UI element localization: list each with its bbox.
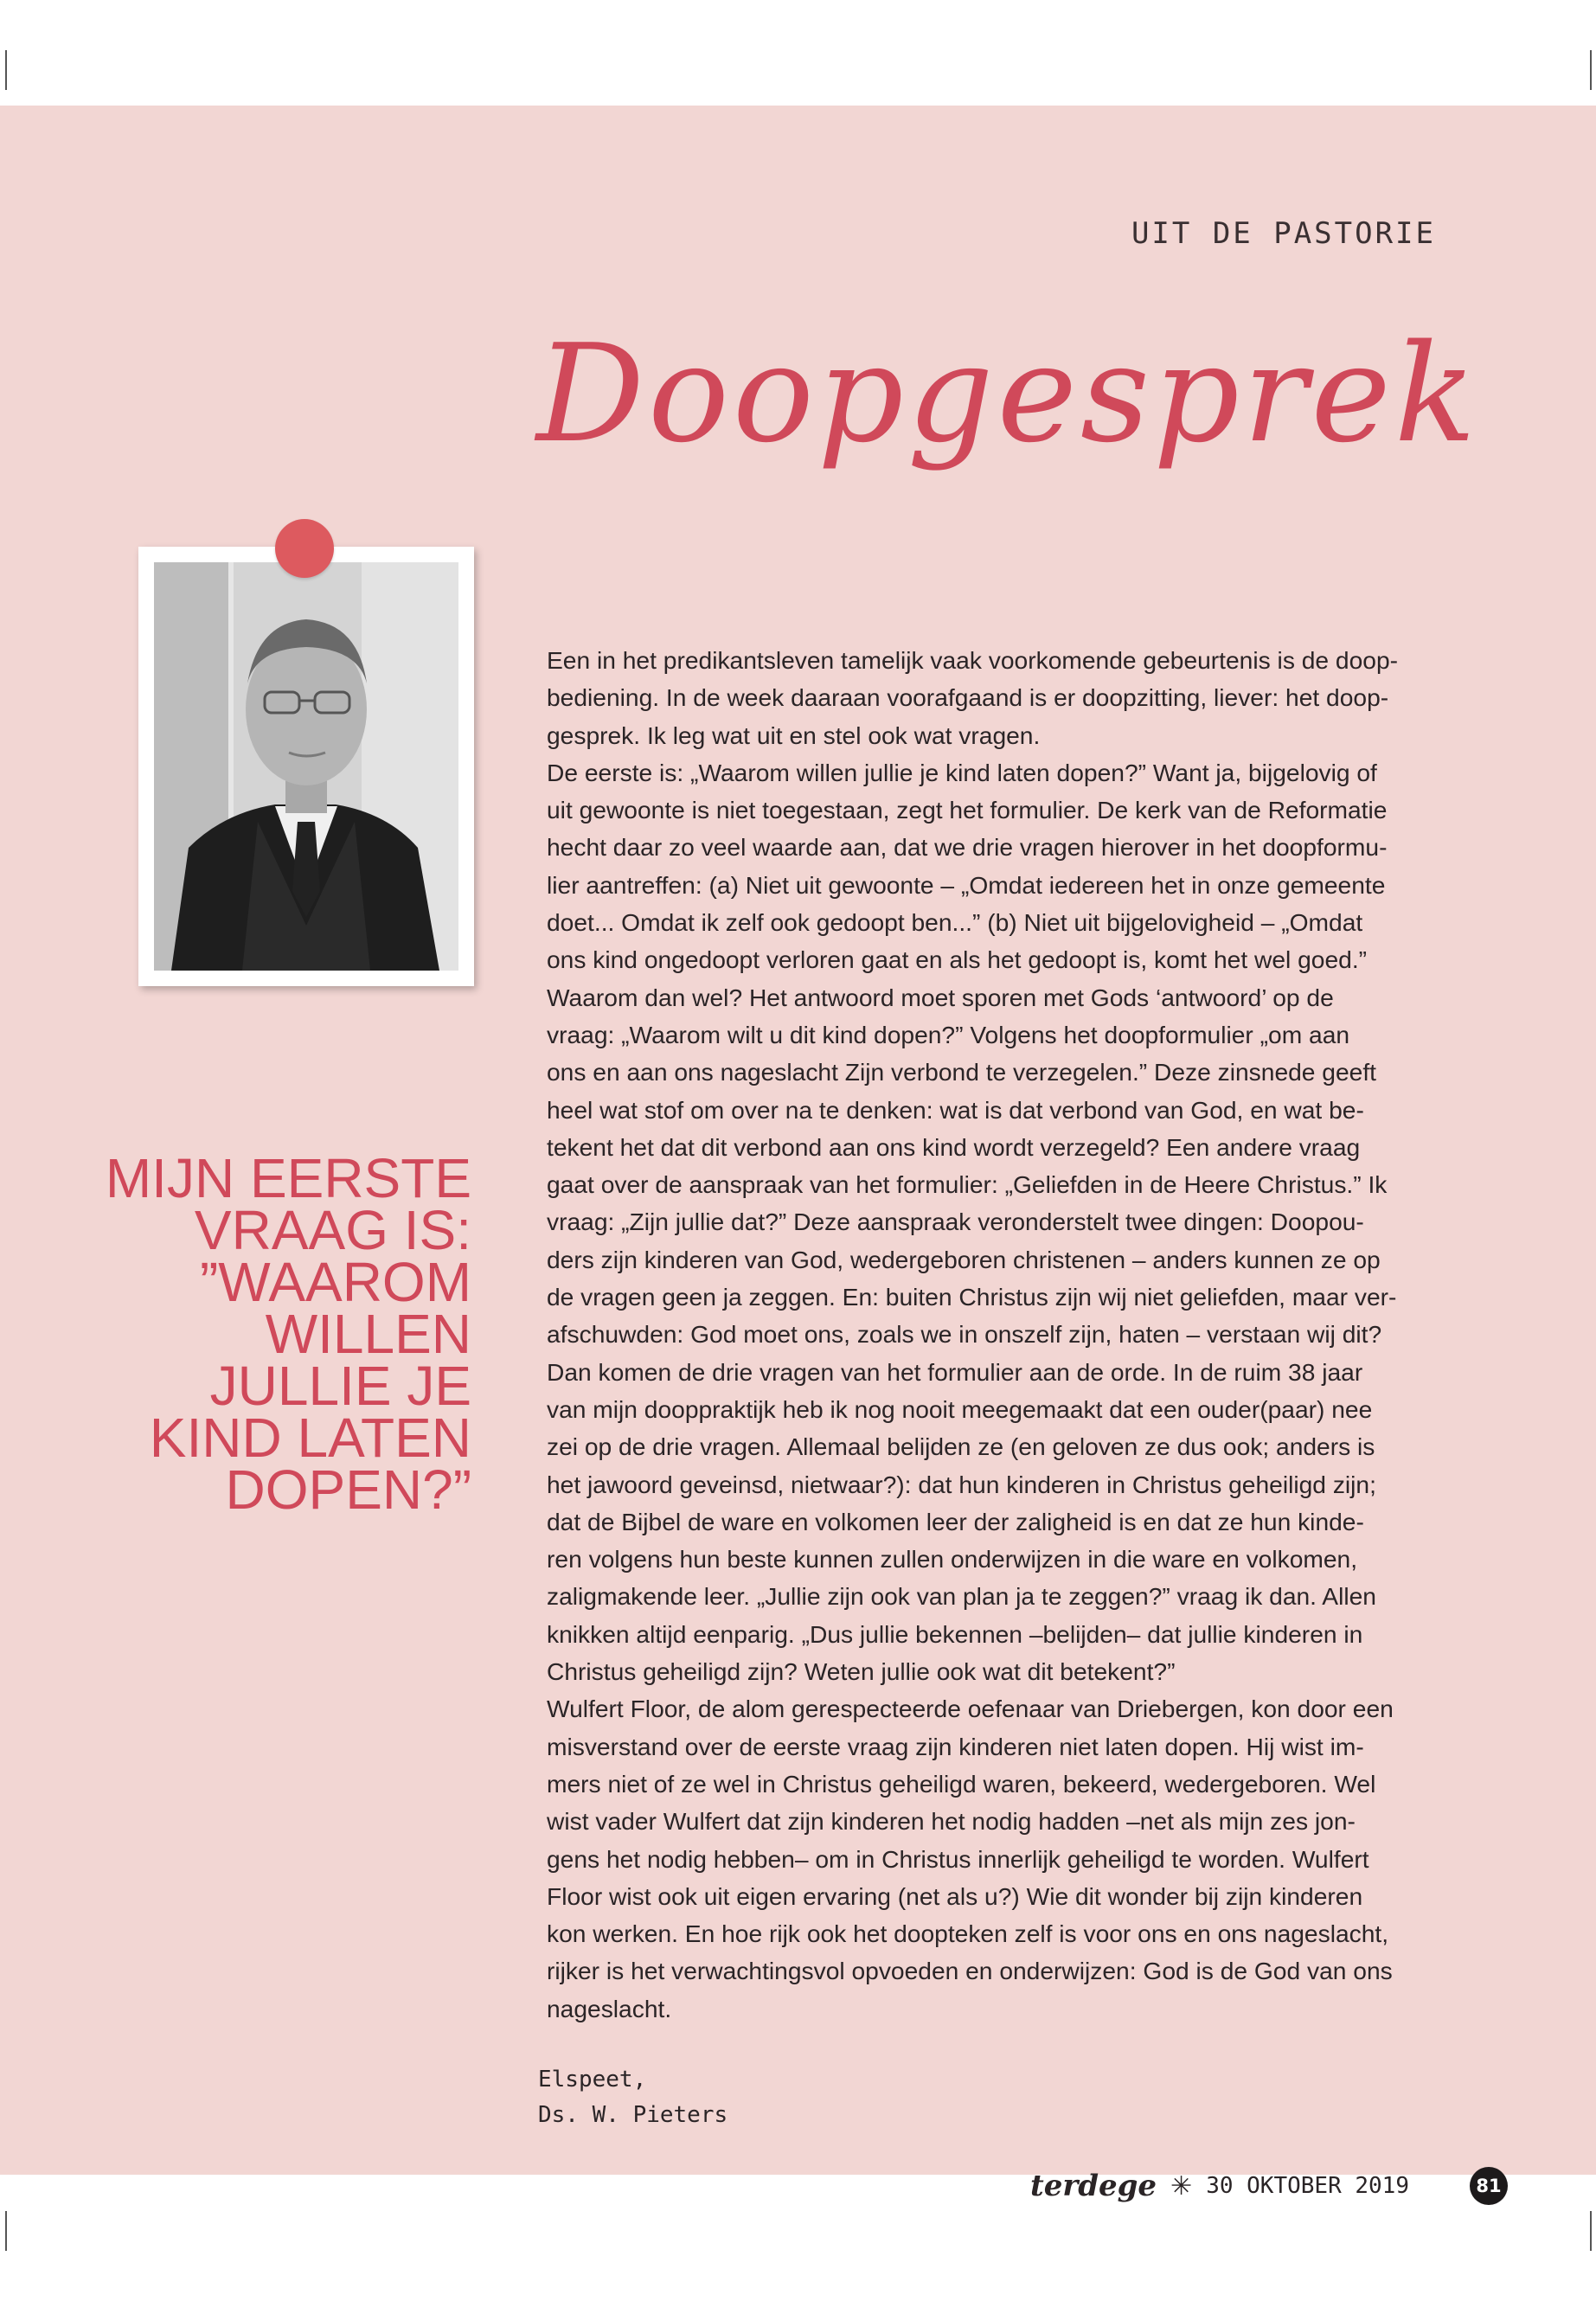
crop-mark: [1590, 2211, 1592, 2251]
star-separator-icon: ✳: [1170, 2170, 1193, 2202]
pull-quote: MIJN EERSTE VRAAG IS: ”WAAROM WILLEN JULLIE JE KIND LATEN DOPEN?”: [105, 1147, 471, 1521]
crop-mark: [5, 2211, 7, 2251]
signoff: [538, 2062, 727, 2133]
paragraph: De eerste is: „Waarom willen jullie je kind laten dopen?” Want ja, bijgelovig of uit gewoonte is niet toegestaan, zegt het formulier. De kerk van de Reformatie hecht daar zo veel waarde aan, dat we drie vragen hierover in het doopformu- lier aantreffen: (a) Niet uit gewoonte – „Omdat iedereen het in onze gemeente doet... Omdat ik zelf ook gedoopt ben...” (b) Niet uit bijgelovigheid – „Omdat ons kind ongedoopt verloren gaat en als het gedoopt is, komt het wel goed.” Waarom dan wel? Het antwoord moet sporen met Gods ‘antwoord’ op de vraag: „Waarom wilt u dit kind dopen?” Volgens het doopformulier „om aan ons en aan ons nageslacht Zijn verbond te verzegelen.” Deze zinsnede geeft heel wat stof om over na te denken: wat is dat verbond van God, en wat be- tekent het dat dit verbond aan ons kind wordt verzegeld? Een andere vraag gaat over de aanspraak van het formulier: „Geliefden in de Heere Christus.” Ik vraag: „Zijn jullie dat?” Deze aanspraak veronderstelt twee dingen: Doopou- ders zijn kinderen van God, wedergeboren christenen – anders kunnen ze op de vragen geen ja zeggen. En: buiten Christus zijn wij niet geliefden, maar ver- afschuwden: God moet ons, zoals we in onszelf zijn, haten – verstaan wij dit? Dan komen de drie vragen van het formulier aan de orde. In de ruim 38 jaar van mijn dooppraktijk heb ik nog nooit meegemaakt dat een ouder(paar) nee zei op de drie vragen. Allemaal belijden ze (en geloven ze dus ook; anders is het jawoord geveinsd, nietwaar?): dat hun kinderen in Christus geheiligd zijn; dat de Bijbel de ware en volkomen leer der zaligheid is en dat ze hun kinde- ren volgens hun beste kunnen zullen onderwijzen in die ware en volkomen, zaligmakende leer. „Jullie zijn ook van plan ja te zeggen?” vraag ik dan. Allen knikken altijd eenparig. „Dus jullie bekennen –belijden– dat jullie kinderen in Christus geheiligd zijn? Weten jullie ook wat dit betekent?”: [547, 758, 1397, 1686]
crop-mark: [1590, 50, 1592, 90]
pin-icon: [275, 519, 334, 578]
article-title: Doopgesprek: [536, 315, 1480, 472]
paragraph: Een in het predikantsleven tamelijk vaak voorkomende gebeurtenis is de doop- bediening. In de week daaraan voorafgaand is er doopzitting, liever: het doop- gesprek. Ik leg wat uit en stel ook wat vragen.: [547, 646, 1399, 749]
magazine-name: terdege: [1029, 2169, 1157, 2203]
section-label: UIT DE PASTORIE: [1131, 216, 1436, 251]
author-photo-frame: [138, 547, 474, 986]
issue-date: 30 OKTOBER 2019: [1206, 2173, 1409, 2199]
signoff-place: Elspeet,: [538, 2067, 647, 2093]
magazine-page: [0, 106, 1596, 2203]
page-footer: [1030, 2167, 1508, 2205]
paragraph: Wulfert Floor, de alom gerespecteerde oefenaar van Driebergen, kon door een misverstand over de eerste vraag zijn kinderen niet laten dopen. Hij wist im- mers niet of ze wel in Christus geheiligd waren, bekeerd, wedergeboren. Wel wist vader Wulfert dat zijn kinderen het nodig hadden –net als mijn zes jon- gens het nodig hebben– om in Christus innerlijk geheiligd te worden. Wulfert Floor wist ook uit eigen ervaring (net als u?) Wie dit wonder bij zijn kinderen kon werken. En hoe rijk ook het doopteken zelf is voor ons en ons nageslacht, rijker is het verwachtingsvol opvoeden en onderwijzen: God is de God van ons nageslacht.: [547, 1695, 1394, 2022]
portrait-illustration: [154, 562, 458, 971]
signoff-author: Ds. W. Pieters: [538, 2102, 728, 2128]
crop-mark: [5, 50, 7, 90]
page-number: 81: [1470, 2167, 1508, 2205]
author-photo: [154, 562, 458, 971]
article-body: [547, 642, 1446, 2028]
